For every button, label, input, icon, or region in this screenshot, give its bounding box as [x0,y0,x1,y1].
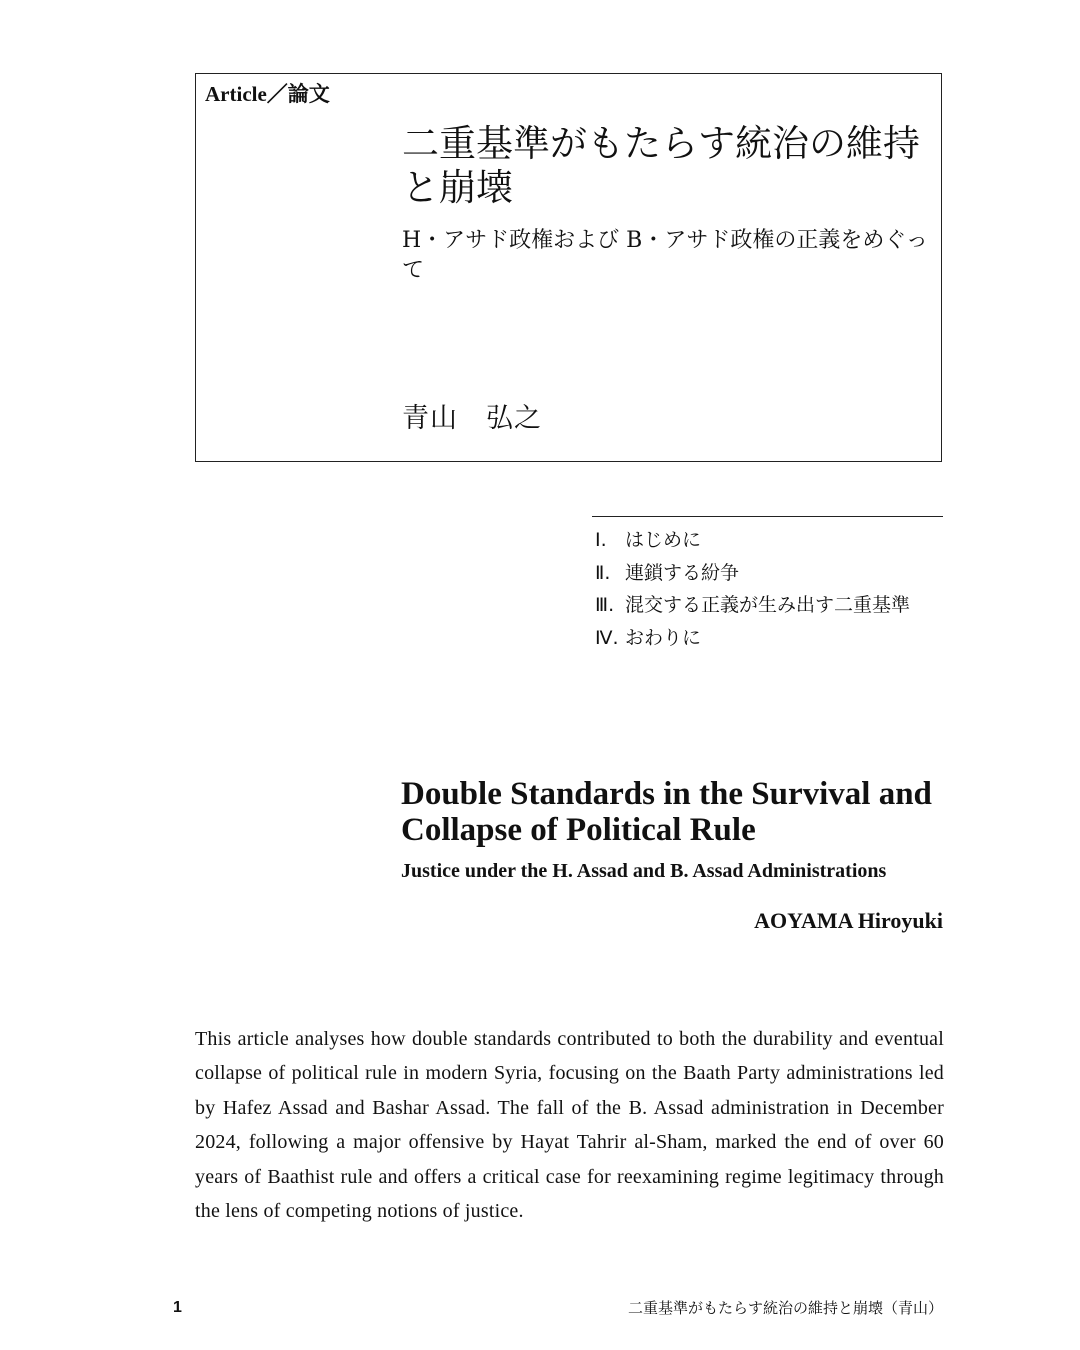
article-label: Article／論文 [205,82,330,106]
english-subtitle: Justice under the H. Assad and B. Assad Administrations [401,860,887,882]
abstract: This article analyses how double standards contributed to both the durability and eventual collapse of political rule in modern Syria, focusing on the Baath Party administrations led by Hafez Assad and Bashar Assad. The fall of the B. Assad administration in December 2024, following a major offensive by Hayat Tahrir al-Sham, marked the end of over 60 years of Baathist rule and offers a critical case for reexamining regime legitimacy through the lens of competing notions of justice. [195,1028,944,1223]
english-title: Double Standards in the Survival and Collapse of Political Rule [401,776,932,848]
toc-item [595,622,910,655]
toc-item-label: 混交する正義が生み出す二重基準 [625,594,911,616]
toc-item-label: はじめに [625,529,702,551]
toc-divider [592,516,943,517]
english-author: AOYAMA Hiroyuki [754,908,943,933]
title-box [195,73,942,462]
toc-item-number: Ⅱ. [595,561,611,584]
toc-item [595,557,910,590]
table-of-contents [595,524,910,654]
toc-item-number: Ⅰ. [595,529,607,551]
japanese-author: 青山 弘之 [402,403,542,434]
toc-item [595,589,910,622]
toc-item-number: Ⅳ. [595,626,619,649]
toc-item-number: Ⅲ. [595,594,615,616]
toc-item [595,524,910,557]
toc-item-label: 連鎖する紛争 [625,561,740,584]
japanese-title: 二重基準がもたらす統治の維持と崩壊 [402,122,920,209]
page-number: 1 [173,1299,182,1316]
toc-item-label: おわりに [625,626,702,649]
running-head: 二重基準がもたらす統治の維持と崩壊（青山） [627,1299,943,1317]
japanese-subtitle: H・アサド政権および B・アサド政権の正義をめぐって [402,228,928,283]
